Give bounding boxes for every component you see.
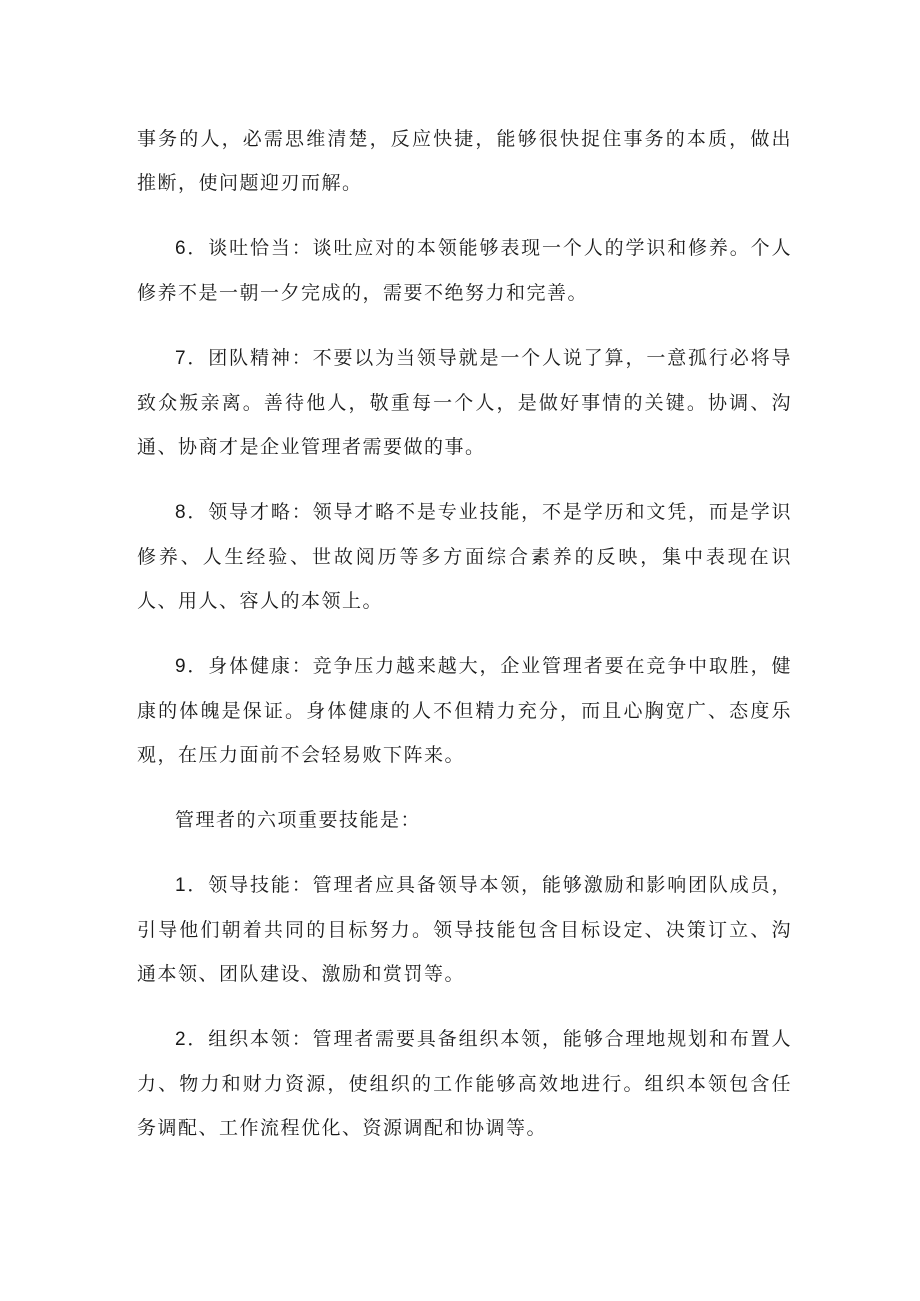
- paragraph-text: 事务的人，必需思维清楚，反应快捷，能够很快捉住事务的本质，做出推断，使问题迎刃而解。: [137, 128, 792, 194]
- paragraph-text: ．身体健康：竞争压力越来越大，企业管理者要在竞争中取胜，健康的体魄是保证。身体健康的人不但精力充分，而且心胸宽广、态度乐观，在压力面前不会轻易败下阵来。: [137, 655, 792, 766]
- item-number: 8: [175, 502, 188, 523]
- paragraph-skill-1: [137, 863, 792, 996]
- item-number: 6: [175, 238, 188, 259]
- paragraph-item-6: [137, 226, 792, 315]
- paragraph-skill-2: [137, 1017, 792, 1150]
- paragraph-text: ．团队精神：不要以为当领导就是一个人说了算，一意孤行必将导致众叛亲离。善待他人，敬重每一个人，是做好事情的关键。协调、沟通、协商才是企业管理者需要做的事。: [137, 347, 792, 458]
- item-number: 7: [175, 348, 188, 369]
- paragraph-item-7: [137, 336, 792, 469]
- item-number: 2: [175, 1029, 188, 1050]
- paragraph-item-8: [137, 490, 792, 623]
- document-body: [137, 117, 792, 1171]
- item-number: 9: [175, 656, 188, 677]
- paragraph-text: 管理者的六项重要技能是：: [175, 809, 422, 831]
- paragraph-text: ．谈吐恰当：谈吐应对的本领能够表现一个人的学识和修养。个人修养不是一朝一夕完成的，需要不绝努力和完善。: [137, 237, 792, 304]
- paragraph-text: ．组织本领：管理者需要具备组织本领，能够合理地规划和布置人力、物力和财力资源，使组织的工作能够高效地进行。组织本领包含任务调配、工作流程优化、资源调配和协调等。: [137, 1028, 792, 1139]
- paragraph-text: ．领导才略：领导才略不是专业技能，不是学历和文凭，而是学识修养、人生经验、世故阅历等多方面综合素养的反映，集中表现在识人、用人、容人的本领上。: [137, 501, 792, 612]
- paragraph-text: ．领导技能：管理者应具备领导本领，能够激励和影响团队成员，引导他们朝着共同的目标努力。领导技能包含目标设定、决策订立、沟通本领、团队建设、激励和赏罚等。: [137, 874, 792, 985]
- section-heading: [137, 798, 792, 842]
- paragraph-item-9: [137, 644, 792, 777]
- item-number: 1: [175, 875, 188, 896]
- paragraph-continuation: [137, 117, 792, 205]
